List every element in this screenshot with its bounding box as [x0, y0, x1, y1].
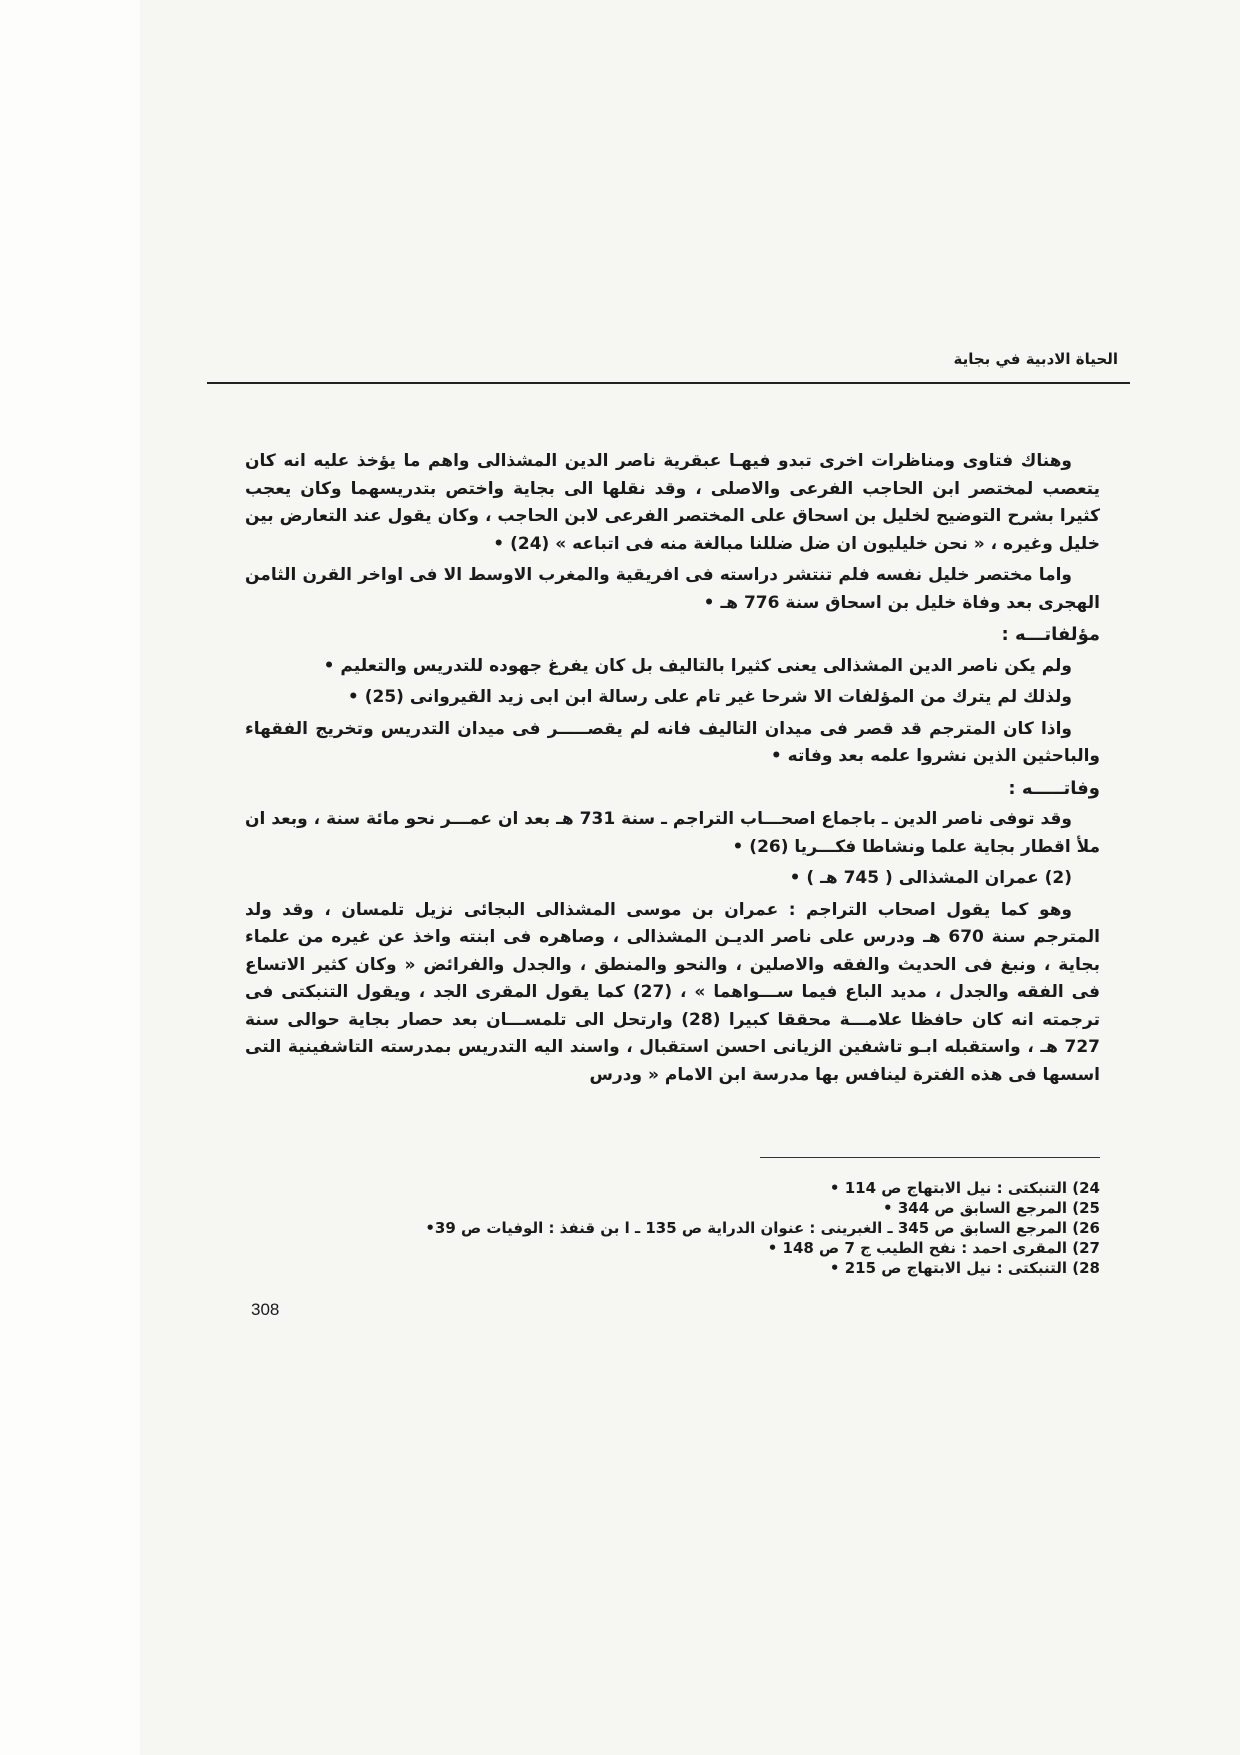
footnote: 26) المرجع السابق ص 345 ـ الغبرينى : عنوان الدراية ص 135 ـ ا بن قنفذ : الوفيات ص 39• — [425, 1219, 1100, 1237]
paragraph: واما مختصر خليل نفسه فلم تنتشر دراسته فى افريقية والمغرب الاوسط الا فى اواخر القرن الثامن الهجرى بعد وفاة خليل بن اسحاق سنة 776 هـ • — [245, 565, 1100, 613]
footnote-rule — [760, 1157, 1100, 1158]
paragraph: وهناك فتاوى ومناظرات اخرى تبدو فيهـا عبقرية ناصر الدين المشذالى واهم ما يؤخذ عليه انه كان يتعصب لمختصر ابن الحاجب الفرعى والاصلى ، وقد نقلها الى بجاية واختص بتدريسهما وكان يعجب كثيرا بشرح التوضيح لخليل بن اسحاق على المختصر الفرعى لابن الحاجب ، وكان يقول عند التعارض بين خليل وغيره ، « نحن خليليون ان ضل ضللنا مبالغة منه فى اتباعه » (24) • — [245, 451, 1100, 554]
paragraph: ولذلك لم يترك من المؤلفات الا شرحا غير تام على رسالة ابن ابى زيد القيروانى (25) • — [347, 687, 1072, 707]
paragraph: واذا كان المترجم قد قصر فى ميدان التاليف فانه لم يقصـــــر فى ميدان التدريس وتخريج الفقهاء والباحثين الذين نشروا علمه بعد وفاته • — [245, 718, 1100, 766]
subsection-heading: (2) عمران المشذالى ( 745 هـ ) • — [789, 868, 1072, 888]
footnote: 25) المرجع السابق ص 344 • — [883, 1199, 1100, 1217]
running-head: الحياة الادبية في بجاية — [953, 350, 1118, 368]
section-heading: مؤلفاتـــه : — [1001, 624, 1100, 645]
paragraph: ولم يكن ناصر الدين المشذالى يعنى كثيرا بالتاليف بل كان يفرغ جهوده للتدريس والتعليم • — [323, 655, 1072, 676]
page-number: 308 — [251, 1300, 280, 1319]
body-text — [245, 448, 1100, 1093]
footnote: 27) المقرى احمد : نفح الطيب ج 7 ص 148 • — [767, 1239, 1100, 1257]
paragraph: وقد توفى ناصر الدين ـ باجماع اصحـــاب التراجم ـ سنة 731 هـ بعد ان عمـــر نحو مائة سنة ، وبعد ان ملأ اقطار بجاية علما ونشاطا فكـــريا (26) • — [245, 809, 1100, 857]
footnote: 24) التنبكتى : نيل الابتهاج ص 114 • — [829, 1179, 1100, 1197]
header-rule — [207, 382, 1130, 384]
book-page — [215, 330, 1130, 1530]
footnotes — [245, 1178, 1100, 1278]
paragraph: وهو كما يقول اصحاب التراجم : عمران بن موسى المشذالى البجائى نزيل تلمسان ، وقد ولد المترجم سنة 670 هـ ودرس على ناصر الديـن المشذالى ، وصاهره فى ابنته واخذ عن غيره من علماء بجاية ، ونبغ فى الحديث والفقه والاصلين ، والنحو والمنطق ، والجدل والفرائض « وكان كثير الاتساع فى الفقه والجدل ، مديد الباع فيما ســـواهما » ، (27) كما يقول المقرى الجد ، ويقول التنبكتى فى ترجمته انه كان حافظا علامـــة محققا كبيرا (28) وارتحل الى تلمســـان بعد حصار بجاية حوالى سنة 727 هـ ، واستقبله ابـو تاشفين الزيانى احسن استقبال ، واسند اليه التدريس بمدرسته التاشفينية التى اسسها فى هذه الفترة لينافس بها مدرسة ابن الامام « ودرس — [245, 899, 1100, 1085]
footnote: 28) التنبكتى : نيل الابتهاج ص 215 • — [829, 1259, 1100, 1277]
section-heading: وفاتـــــه : — [1008, 777, 1100, 799]
